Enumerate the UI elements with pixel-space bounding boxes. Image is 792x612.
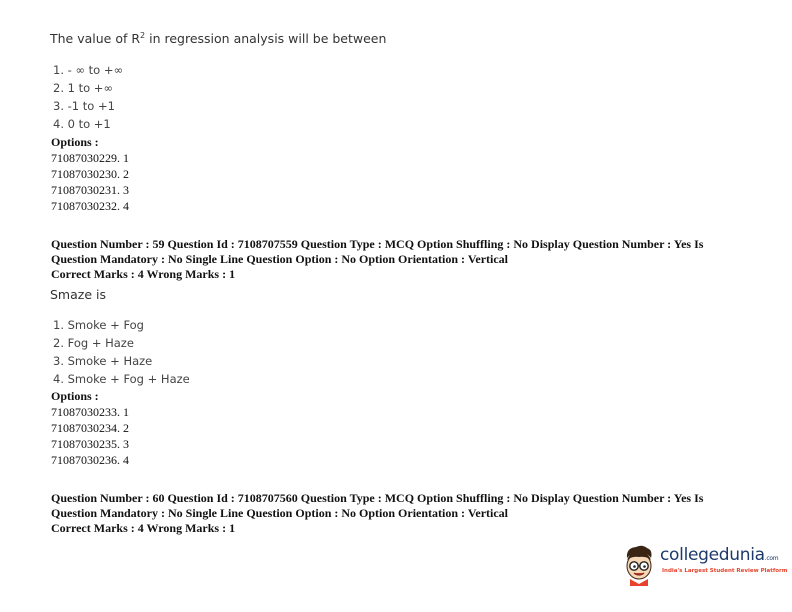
- q59-choice-1: 1. Smoke + Fog: [53, 318, 144, 332]
- logo-tagline: India's Largest Student Review Platform: [662, 568, 788, 574]
- q60-meta-line-2: Question Mandatory : No Single Line Question Option : No Option Orientation : Vertical: [51, 506, 509, 520]
- q59-meta-line-1: Question Number : 59 Question Id : 7108707559 Question Type : MCQ Option Shuffling : No Display Question Number : Yes Is: [51, 237, 704, 251]
- q58-option-id-3: 71087030231. 3: [51, 183, 129, 197]
- q58-options-heading: Options :: [51, 135, 99, 149]
- q59-option-id-2: 71087030234. 2: [51, 421, 129, 435]
- q59-options-heading: Options :: [51, 389, 99, 403]
- q58-choice-2: 2. 1 to +∞: [53, 81, 114, 95]
- q58-option-id-4: 71087030232. 4: [51, 199, 129, 213]
- q58-choice-4: 4. 0 to +1: [53, 117, 111, 131]
- collegedunia-logo[interactable]: [620, 544, 788, 586]
- question-58-stem: The value of $R^2$ in regression analysis will be between: [50, 31, 387, 46]
- q59-option-id-1: 71087030233. 1: [51, 405, 129, 419]
- q58-choice-3: 3. -1 to +1: [53, 99, 115, 113]
- logo-suffix: .com: [764, 555, 779, 562]
- student-mascot-icon: [620, 544, 658, 586]
- q60-meta-line-1: Question Number : 60 Question Id : 7108707560 Question Type : MCQ Option Shuffling : No Display Question Number : Yes Is: [51, 491, 704, 505]
- q58-option-id-1: 71087030229. 1: [51, 151, 129, 165]
- q60-marks: Correct Marks : 4 Wrong Marks : 1: [51, 521, 236, 535]
- q59-choice-3: 3. Smoke + Haze: [53, 354, 153, 368]
- logo-wordmark: collegedunia: [660, 545, 765, 565]
- q59-choice-2: 2. Fog + Haze: [53, 336, 134, 350]
- q59-option-id-3: 71087030235. 3: [51, 437, 129, 451]
- q58-option-id-2: 71087030230. 2: [51, 167, 129, 181]
- q59-marks: Correct Marks : 4 Wrong Marks : 1: [51, 267, 236, 281]
- question-59-stem: Smaze is: [50, 287, 106, 302]
- q58-choice-1: 1. - ∞ to +∞: [53, 63, 124, 77]
- q59-meta-line-2: Question Mandatory : No Single Line Question Option : No Option Orientation : Vertical: [51, 252, 509, 266]
- q59-choice-4: 4. Smoke + Fog + Haze: [53, 372, 190, 386]
- q59-option-id-4: 71087030236. 4: [51, 453, 129, 467]
